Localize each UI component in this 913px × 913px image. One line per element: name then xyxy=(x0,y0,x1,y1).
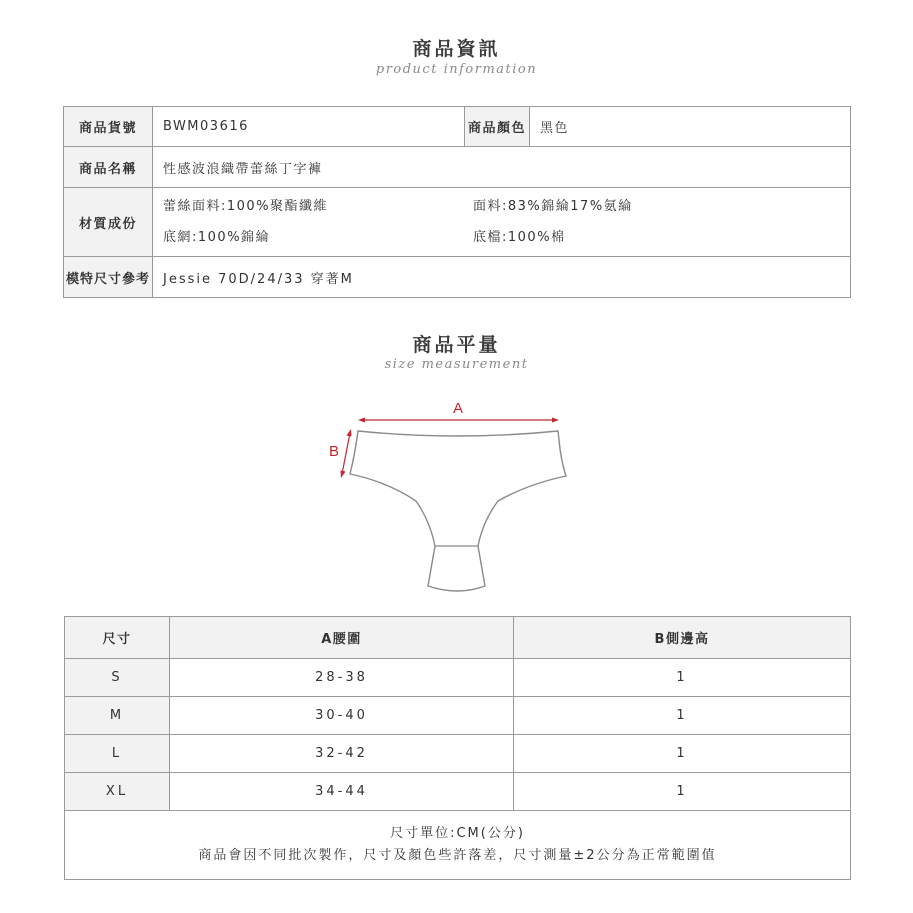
material-crotch: 底檔:100%棉 xyxy=(473,230,566,245)
header-side-height: B側邊高 xyxy=(514,617,851,659)
size-table xyxy=(64,616,851,880)
material-face: 面料:83%錦綸17%氨綸 xyxy=(473,199,633,214)
sku-value: BWM03616 xyxy=(153,107,465,147)
color-label: 商品顏色 xyxy=(465,107,530,147)
material-values xyxy=(153,188,851,257)
model-value: Jessie 70D/24/33 穿著M xyxy=(153,257,851,298)
waist-cell: 28-38 xyxy=(170,659,514,697)
material-label: 材質成份 xyxy=(64,188,153,257)
sku-row xyxy=(64,107,851,147)
waist-cell: 32-42 xyxy=(170,735,514,773)
label-b: B xyxy=(328,443,340,460)
table-row xyxy=(65,697,851,735)
label-a: A xyxy=(452,400,464,417)
size-note-row xyxy=(65,811,851,880)
color-value: 黑色 xyxy=(530,107,851,147)
note-unit: 尺寸單位:CM(公分) xyxy=(390,826,525,841)
material-lace: 蕾絲面料:100%聚酯纖維 xyxy=(163,199,329,214)
header-size: 尺寸 xyxy=(65,617,170,659)
measurement-title: 商品平量 xyxy=(412,334,501,356)
product-info-subtitle: product information xyxy=(375,62,538,77)
garment-diagram xyxy=(328,396,588,600)
model-row xyxy=(64,257,851,298)
side-cell: 1 xyxy=(514,659,851,697)
waist-cell: 30-40 xyxy=(170,697,514,735)
note-disclaimer: 商品會因不同批次製作，尺寸及顏色些許落差，尺寸測量±2公分為正常範圍值 xyxy=(198,848,717,863)
header-waist: A腰圍 xyxy=(170,617,514,659)
table-row xyxy=(65,773,851,811)
size-table-header xyxy=(65,617,851,659)
size-cell: S xyxy=(65,659,170,697)
size-cell: XL xyxy=(65,773,170,811)
measure-arrow-b xyxy=(341,429,352,478)
size-note xyxy=(65,811,851,880)
size-cell: M xyxy=(65,697,170,735)
name-label: 商品名稱 xyxy=(64,147,153,188)
measurement-subtitle: size measurement xyxy=(384,357,529,372)
size-cell: L xyxy=(65,735,170,773)
side-cell: 1 xyxy=(514,773,851,811)
name-row xyxy=(64,147,851,188)
material-row xyxy=(64,188,851,257)
product-info-title: 商品資訊 xyxy=(412,38,501,60)
sku-label: 商品貨號 xyxy=(64,107,153,147)
side-cell: 1 xyxy=(514,735,851,773)
material-mesh: 底網:100%錦綸 xyxy=(163,230,271,245)
waist-cell: 34-44 xyxy=(170,773,514,811)
product-info-table xyxy=(63,106,851,298)
side-cell: 1 xyxy=(514,697,851,735)
table-row xyxy=(65,735,851,773)
measure-arrow-a xyxy=(358,418,559,423)
table-row xyxy=(65,659,851,697)
garment-outline xyxy=(350,431,566,591)
model-label: 模特尺寸參考 xyxy=(64,257,153,298)
name-value: 性感波浪織帶蕾絲丁字褲 xyxy=(153,147,851,188)
